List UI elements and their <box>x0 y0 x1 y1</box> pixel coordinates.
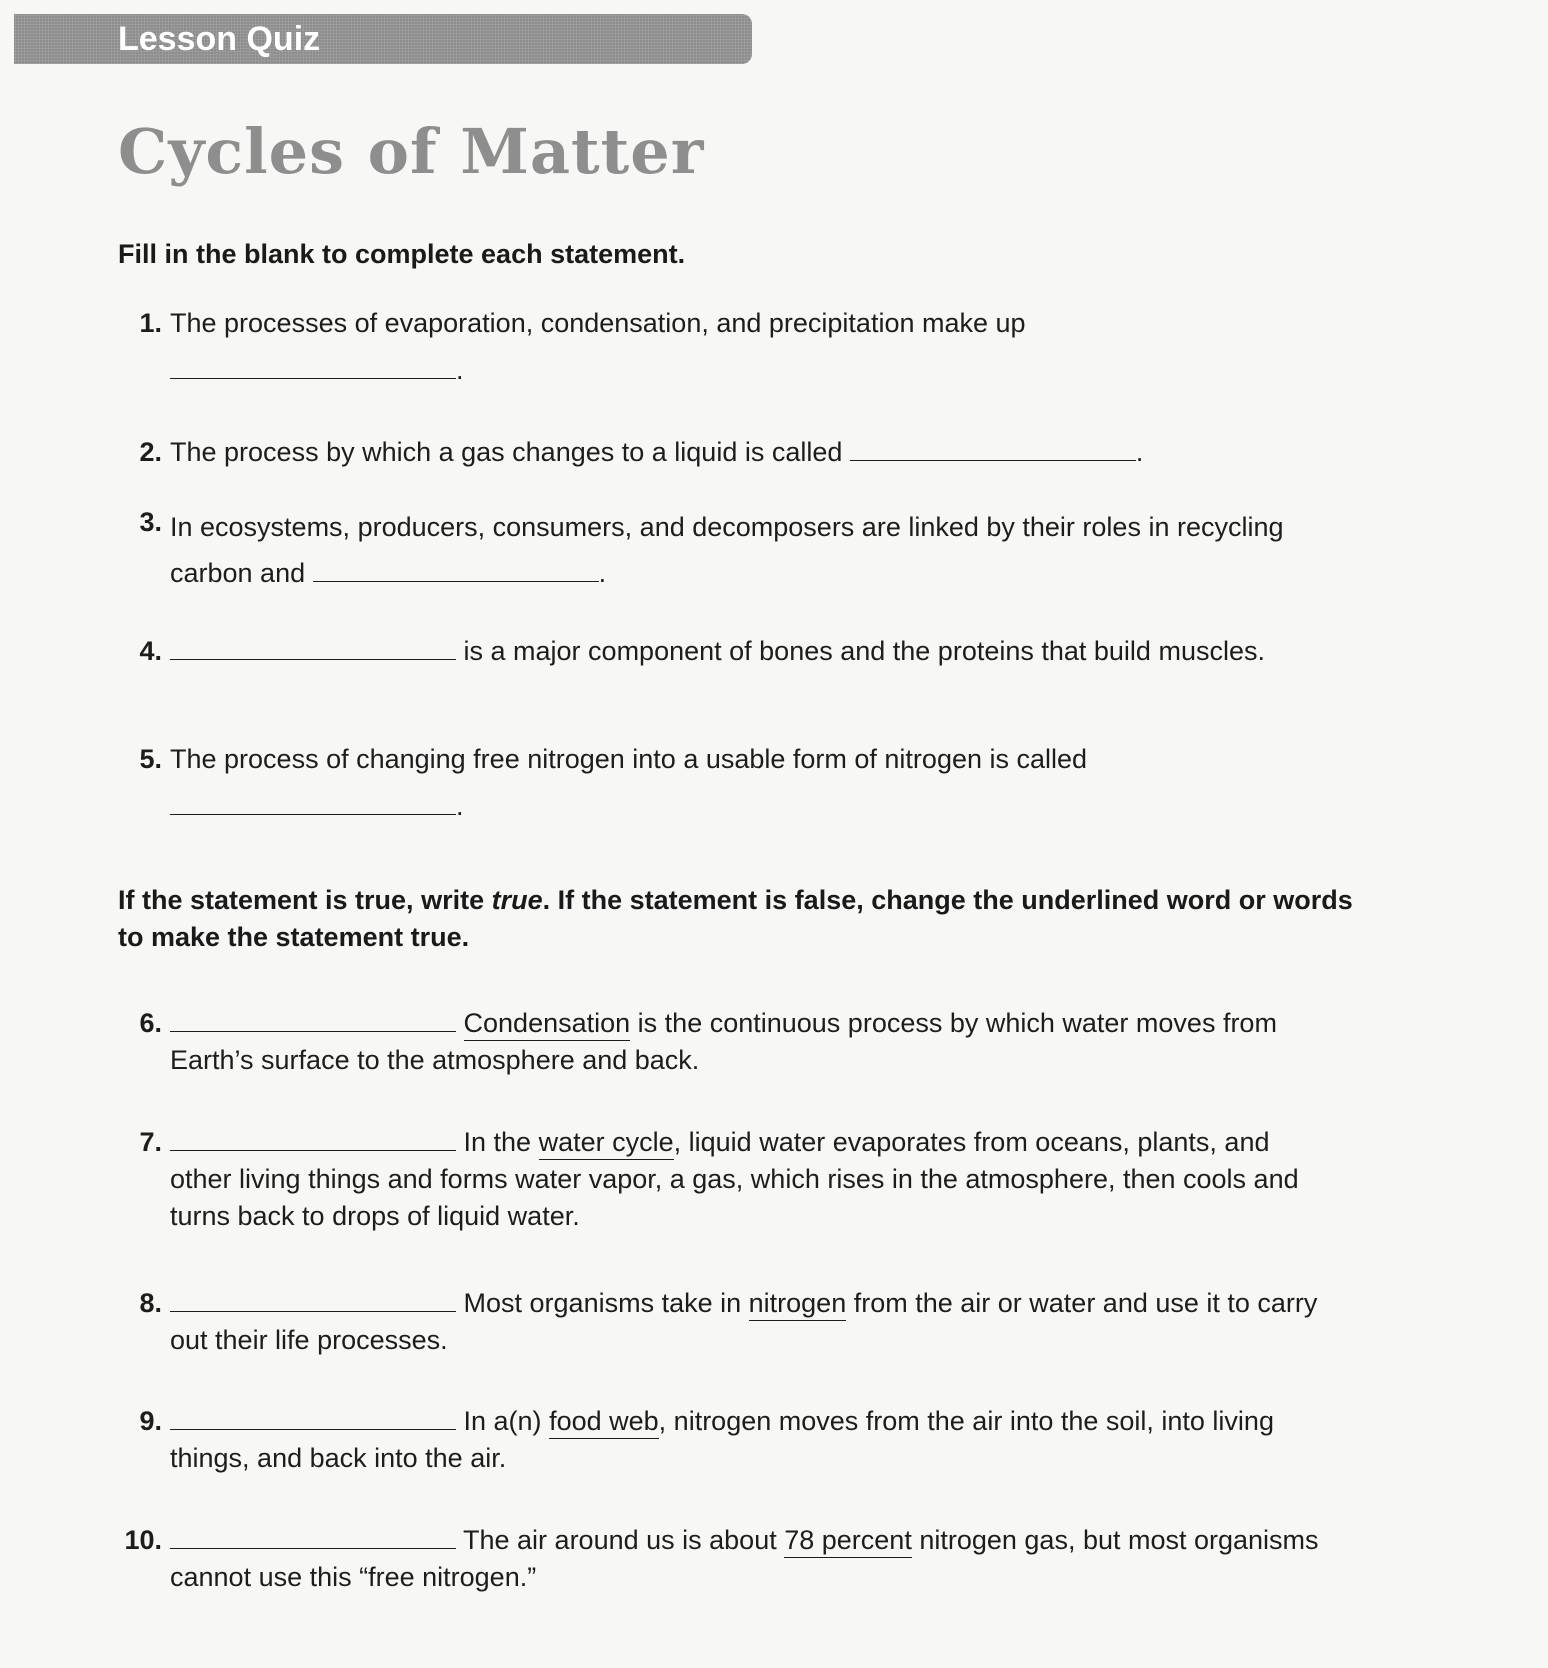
question-8 <box>118 1285 1348 1359</box>
underlined-term: Condensation <box>464 1008 631 1041</box>
question-text: , nitrogen moves from the air into the soil, into living things, and back into the air. <box>170 1406 1274 1473</box>
question-number: 5. <box>139 744 162 774</box>
question-text: The process by which a gas changes to a liquid is called <box>170 437 843 467</box>
question-number: 4. <box>139 636 162 666</box>
answer-blank-3[interactable] <box>313 557 599 582</box>
question-number: 1. <box>139 308 162 338</box>
answer-blank-7[interactable] <box>170 1126 456 1151</box>
question-5 <box>118 741 1348 825</box>
answer-blank-2[interactable] <box>850 436 1136 461</box>
question-number: 6. <box>139 1008 162 1038</box>
punctuation: . <box>456 355 464 385</box>
question-text: from the air or water and use it to carry out their life processes. <box>170 1288 1318 1355</box>
question-9 <box>118 1403 1348 1477</box>
section1-instruction: Fill in the blank to complete each statement. <box>118 239 686 269</box>
question-text-before: The air around us is about <box>463 1525 777 1555</box>
question-text: The process of changing free nitrogen into a usable form of nitrogen is called <box>170 744 1088 774</box>
underlined-term: 78 percent <box>784 1525 912 1558</box>
answer-blank-6[interactable] <box>170 1007 456 1032</box>
punctuation: . <box>456 791 464 821</box>
underlined-term: nitrogen <box>749 1288 847 1321</box>
question-number: 9. <box>139 1406 162 1436</box>
question-4 <box>118 633 1298 670</box>
instruction-italic: true <box>491 885 543 915</box>
question-text: In ecosystems, producers, consumers, and decomposers are linked by their roles in recycling carbon and <box>170 512 1284 588</box>
answer-blank-9[interactable] <box>170 1405 456 1430</box>
question-1 <box>118 305 1348 389</box>
section2-instruction <box>118 882 1368 956</box>
question-6 <box>118 1005 1348 1079</box>
underlined-term: food web <box>549 1406 659 1439</box>
page-title: Cycles of Matter <box>118 115 705 188</box>
question-number: 2. <box>139 437 162 467</box>
underlined-term: water cycle <box>539 1127 674 1160</box>
question-number: 10. <box>124 1525 162 1555</box>
lesson-quiz-banner <box>14 14 752 64</box>
question-text-before: Most organisms take in <box>463 1288 742 1318</box>
punctuation: . <box>598 558 607 588</box>
question-number: 7. <box>139 1127 162 1157</box>
question-number: 3. <box>139 507 162 537</box>
question-text: nitrogen gas, but most organisms cannot use this “free nitrogen.” <box>170 1525 1319 1592</box>
banner-label: Lesson Quiz <box>118 20 321 58</box>
question-number: 8. <box>139 1288 162 1318</box>
answer-blank-1[interactable] <box>170 354 456 379</box>
question-text-before: In the <box>463 1127 532 1157</box>
question-text: The processes of evaporation, condensation, and precipitation make up <box>170 308 1026 338</box>
answer-blank-8[interactable] <box>170 1287 456 1312</box>
question-3 <box>118 504 1298 596</box>
answer-blank-4[interactable] <box>170 635 456 660</box>
instruction-text: . If the statement is false, change the underlined word or words to make the statement true. <box>118 885 1353 952</box>
question-text-before: In a(n) <box>463 1406 542 1436</box>
punctuation: . <box>1135 437 1144 467</box>
question-text: , liquid water evaporates from oceans, plants, and other living things and forms water vapor, a gas, which rises in the atmosphere, then cools and turns back to drops of liquid water. <box>170 1127 1299 1231</box>
answer-blank-10[interactable] <box>170 1524 456 1549</box>
question-2 <box>118 434 1348 471</box>
question-10 <box>118 1522 1348 1596</box>
question-text: is a major component of bones and the proteins that build muscles. <box>463 636 1265 666</box>
question-text: is the continuous process by which water moves from Earth’s surface to the atmosphere and back. <box>170 1008 1277 1075</box>
question-7 <box>118 1124 1308 1235</box>
answer-blank-5[interactable] <box>170 790 456 815</box>
instruction-text: If the statement is true, write <box>118 885 485 915</box>
